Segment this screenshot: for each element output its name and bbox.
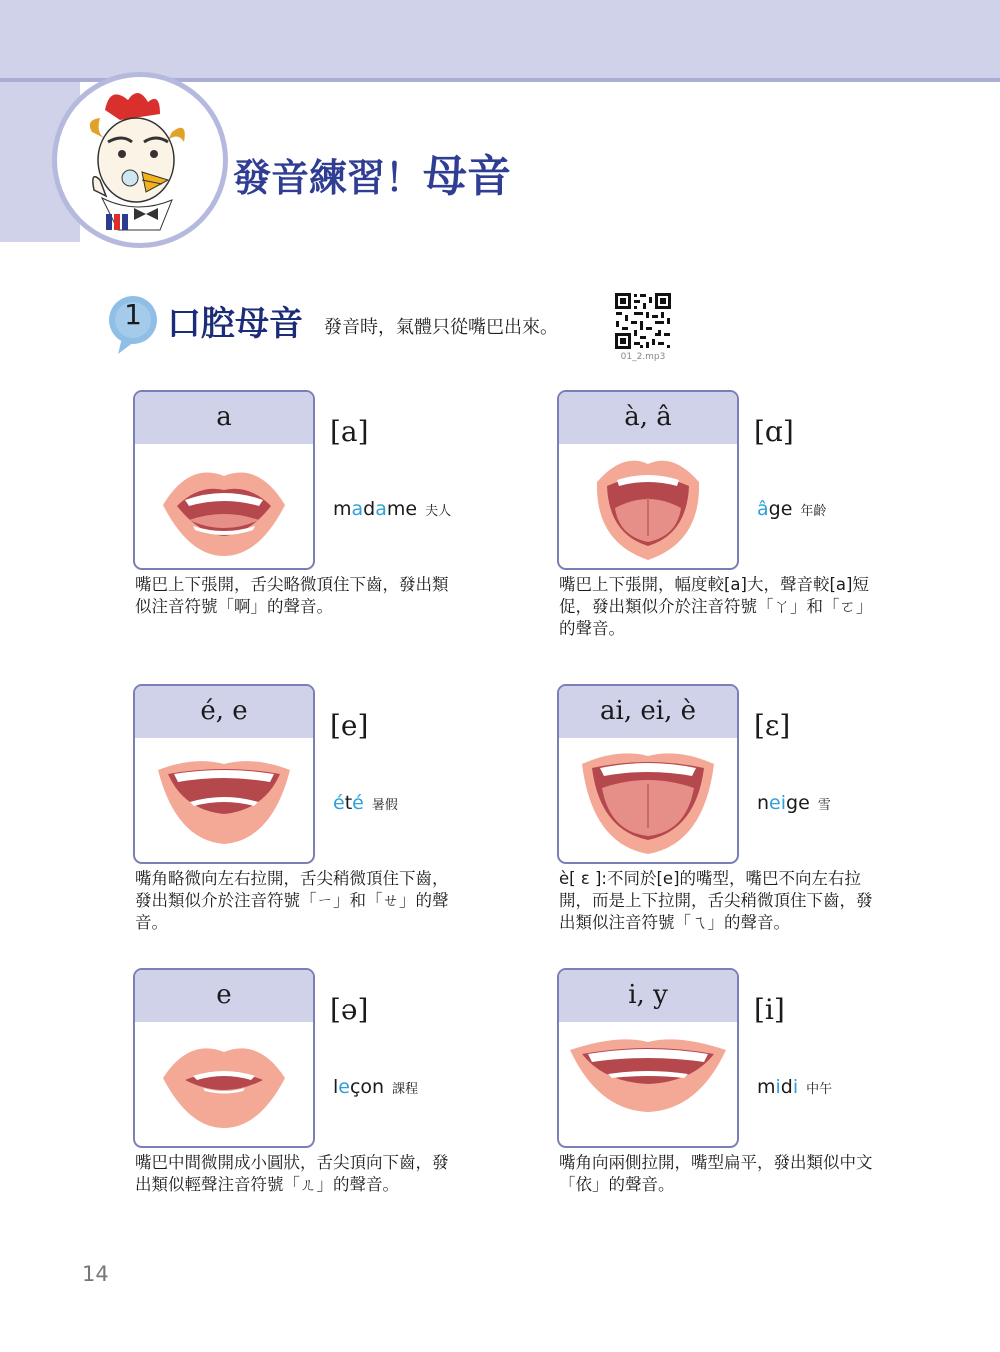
word-part-highlight: é [352,792,364,814]
word-part: çon [349,1076,385,1098]
ipa-symbol: [ə] [330,993,369,1026]
vowel-description: 嘴巴上下張開，幅度較[a]大，聲音較[a]短促，發出類似介於注音符號「ㄚ」和「ㄛ」的聲音。 [559,575,873,638]
page-title [233,140,511,204]
word-part-highlight: e [338,1076,350,1098]
open-tongue-mouth-icon [578,744,718,856]
rooster-mascot-icon [60,80,222,242]
word-part-highlight: â [757,498,769,520]
word-translation: 年齡 [800,504,827,519]
section-number: 1 [124,298,142,331]
word-translation: 課程 [392,1082,419,1097]
word-part: d [363,498,376,520]
example-word [757,498,826,520]
section-description: 發音時，氣體只從嘴巴出來。 [324,317,558,338]
word-translation: 夫人 [425,504,452,519]
vowel-letters: à, â [559,392,737,444]
example-word [757,1076,832,1098]
page-number: 14 [82,1262,109,1286]
word-part: m [757,1076,776,1098]
word-translation: 中午 [806,1082,833,1097]
smile-mouth-icon [154,744,294,850]
vowel-description: 嘴巴中間微開成小圓狀，舌尖頂向下齒，發出類似輕聲注音符號「ㄦ」的聲音。 [135,1153,449,1194]
vowel-card-e-grave [557,684,739,864]
example-word [333,498,451,520]
word-part-highlight: i [775,1076,781,1098]
header-band [0,0,1000,78]
example-word [333,1076,418,1098]
vowel-description: 嘴角略微向左右拉開，舌尖稍微頂住下齒，發出類似介於注音符號「ㄧ」和「ㄝ」的聲音。 [135,869,449,932]
word-part: n [757,792,770,814]
example-word [757,792,831,814]
word-part: me [386,498,418,520]
vowel-description: è[ ɛ ]:不同於[e]的嘴型，嘴巴不向左右拉開，而是上下拉開，舌尖稍微頂住下齒，發出類似注音符號「ㄟ」的聲音。 [559,869,873,932]
ipa-symbol: [ɑ] [754,415,794,448]
vowel-card-i [557,968,739,1148]
audio-file-label: 01_2.mp3 [620,352,666,362]
vowel-letters: e [135,970,313,1022]
word-translation: 暑假 [371,798,398,813]
vowel-card-e-acute [133,684,315,864]
ipa-symbol: [a] [330,415,369,448]
word-translation: 雪 [817,798,831,813]
example-word [333,792,398,814]
ipa-symbol: [i] [754,993,785,1026]
title-part1: 發音練習！ [233,156,424,200]
vowel-card-e-schwa [133,968,315,1148]
word-part-highlight: é [333,792,345,814]
vowel-letters: a [135,392,313,444]
section-title: 口腔母音 [167,304,303,344]
word-part: t [344,792,353,814]
ipa-symbol: [e] [330,709,369,742]
vowel-description: 嘴角向兩側拉開，嘴型扁平，發出類似中文「依」的聲音。 [559,1153,873,1194]
word-part: ge [768,498,793,520]
ipa-symbol: [ɛ] [754,709,791,742]
word-part: m [333,498,352,520]
vowel-description: 嘴巴上下張開，舌尖略微頂住下齒，發出類似注音符號「啊」的聲音。 [135,575,449,616]
vowel-card-a [133,390,315,570]
word-part: ge [786,792,810,814]
vowel-letters: é, e [135,686,313,738]
word-part-highlight: a [351,498,364,520]
qr-code-icon[interactable] [614,292,672,350]
word-part-highlight: a [375,498,387,520]
word-part-highlight: ei [769,792,787,814]
open-mouth-icon [159,450,289,560]
vowel-letters: ai, ei, è [559,686,737,738]
vowel-letters: i, y [559,970,737,1022]
wide-open-mouth-icon [583,450,713,562]
word-part: d [780,1076,793,1098]
word-part-highlight: i [792,1076,799,1098]
title-part2: 母音 [423,151,512,202]
round-mouth-icon [159,1028,289,1132]
vowel-card-a-grave [557,390,739,570]
flat-smile-mouth-icon [568,1028,728,1124]
word-part: l [333,1076,339,1098]
